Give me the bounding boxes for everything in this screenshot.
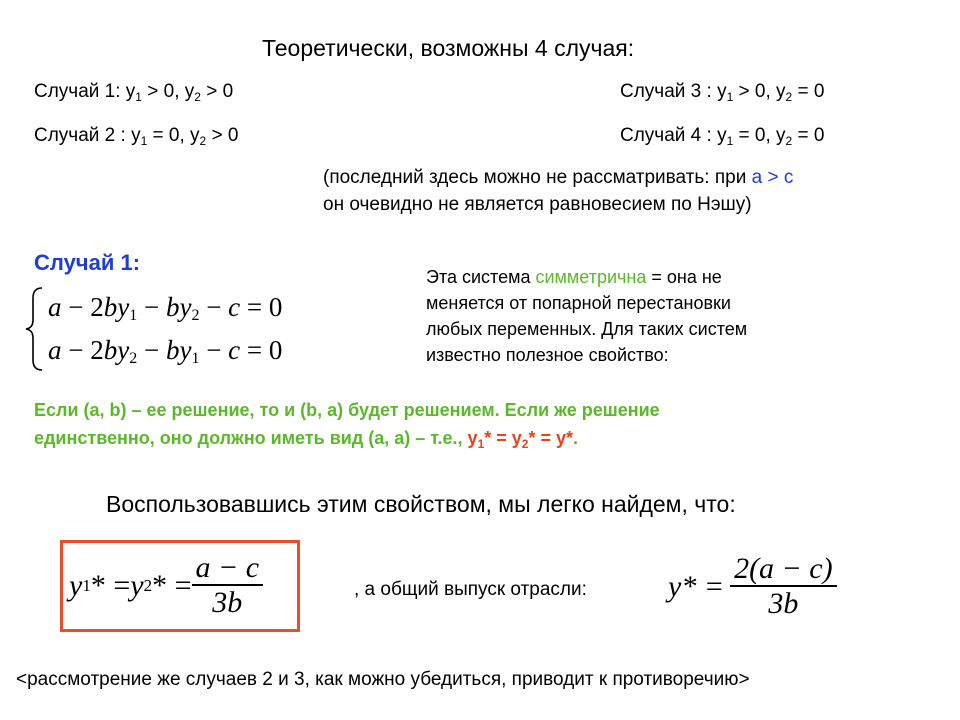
case-4-text: Случай 4 : y bbox=[620, 125, 727, 146]
page-title: Теоретически, возможны 4 случая: bbox=[262, 35, 635, 61]
result-mid: * = y bbox=[484, 428, 522, 448]
eq1-op3: − bbox=[199, 292, 229, 322]
case-2-end: > 0 bbox=[206, 125, 239, 146]
eq2-rhs: = 0 bbox=[240, 335, 283, 365]
formula-1: y 1 * = y 2 * = $\frac{a - c}{3b}$ bbox=[69, 551, 263, 621]
eq2-sub2: 1 bbox=[191, 350, 200, 367]
output-text: , а общий выпуск отрасли: bbox=[354, 579, 587, 600]
case-4-sub2: 2 bbox=[785, 134, 793, 148]
case-3-line bbox=[620, 80, 824, 104]
symmetry-paragraph bbox=[426, 264, 747, 368]
eq1-sub1: 1 bbox=[129, 307, 138, 324]
case-1-end: > 0 bbox=[200, 81, 234, 102]
formula1-fraction bbox=[192, 552, 264, 620]
eq2-by1: by bbox=[165, 335, 192, 365]
formula-2 bbox=[668, 550, 837, 624]
formula1-star1: * = bbox=[90, 569, 131, 602]
case-4-line bbox=[620, 124, 824, 148]
eq2-op3: − bbox=[199, 335, 229, 365]
using-sentence: Воспользовавшись этим свойством, мы легко найдем, что: bbox=[106, 491, 736, 517]
equation-2 bbox=[48, 334, 282, 366]
note-condition: a > c bbox=[751, 167, 794, 188]
eq2-sub1: 2 bbox=[129, 350, 138, 367]
symmetry-line-2: меняется от попарной перестановки bbox=[426, 293, 731, 313]
case-3-end: = 0 bbox=[792, 81, 825, 102]
eq1-by1: by bbox=[103, 292, 130, 322]
eq2-c: c bbox=[228, 335, 241, 365]
formula2-fraction bbox=[730, 553, 837, 621]
case-4-sub1: 1 bbox=[726, 134, 734, 148]
property-result bbox=[467, 428, 574, 451]
symmetry-line-4: известно полезное свойство: bbox=[426, 345, 669, 365]
formula2-denominator: 3b bbox=[768, 586, 799, 620]
formula1-y1: y bbox=[69, 569, 83, 602]
case-3-sub2: 2 bbox=[785, 90, 793, 104]
case-1-mid: > 0, y bbox=[141, 81, 195, 102]
note-text: (последний здесь можно не рассматривать: при bbox=[323, 167, 752, 188]
property-text: единственно, оно должно иметь вид (a, a) – т.е., bbox=[34, 428, 468, 448]
eq1-sub2: 2 bbox=[191, 307, 200, 324]
eq2-by2: by bbox=[103, 335, 130, 365]
symmetry-keyword: симметрична bbox=[535, 267, 647, 287]
property-line-2 bbox=[34, 424, 660, 452]
eq2-op2: − bbox=[137, 335, 166, 365]
formula1-y2: y bbox=[130, 569, 144, 602]
symmetry-text: Эта система bbox=[426, 267, 536, 287]
case-1-sub2: 2 bbox=[194, 90, 201, 104]
case-2-text: Случай 2 : y bbox=[34, 125, 141, 146]
case-2-sub2: 2 bbox=[199, 134, 207, 148]
eq2-a: a bbox=[48, 335, 62, 365]
symmetry-text-end: = она не bbox=[646, 267, 722, 287]
property-period: . bbox=[573, 428, 579, 448]
formula1-numerator: a − c bbox=[192, 552, 264, 586]
eq1-op1: − 2 bbox=[61, 292, 104, 322]
result-sub2: 2 bbox=[521, 437, 529, 451]
property-line-1: Если (a, b) – ее решение, то и (b, a) будет решением. Если же решение bbox=[34, 400, 660, 420]
note-line-1 bbox=[323, 166, 793, 190]
case-2-mid: = 0, y bbox=[147, 125, 200, 146]
case-2-line bbox=[34, 124, 238, 148]
eq1-c: c bbox=[228, 292, 241, 322]
system-brace bbox=[24, 286, 46, 372]
formula2-numerator: 2(a − c) bbox=[730, 553, 837, 587]
footer-note: <рассмотрение же случаев 2 и 3, как можно убедиться, приводит к противоречию> bbox=[16, 669, 750, 690]
symmetry-line-3: любых переменных. Для таких систем bbox=[426, 319, 748, 339]
eq1-rhs: = 0 bbox=[240, 292, 283, 322]
case-1-heading: Случай 1: bbox=[34, 250, 141, 275]
case-3-text: Случай 3 : y bbox=[620, 81, 727, 102]
note-line-2: он очевидно не является равновесием по Нэшу) bbox=[323, 194, 752, 215]
case-4-end: = 0 bbox=[792, 125, 825, 146]
eq2-op1: − 2 bbox=[61, 335, 104, 365]
property-paragraph bbox=[34, 396, 660, 452]
result-end: * = y* bbox=[528, 428, 574, 448]
equation-1 bbox=[48, 291, 282, 323]
case-3-sub1: 1 bbox=[726, 90, 734, 104]
eq1-a: a bbox=[48, 292, 62, 322]
case-4-mid: = 0, y bbox=[733, 125, 786, 146]
formula1-denominator: 3b bbox=[212, 585, 243, 619]
symmetry-line-1 bbox=[426, 264, 747, 290]
case-1-sub1: 1 bbox=[135, 90, 142, 104]
eq1-op2: − bbox=[137, 292, 166, 322]
case-1-text: Случай 1: y bbox=[34, 81, 136, 102]
formula1-star2: * = bbox=[152, 569, 192, 602]
result-box bbox=[60, 540, 300, 632]
formula2-lhs: y* = bbox=[668, 570, 725, 603]
result-y1: y bbox=[467, 428, 478, 448]
case-3-mid: > 0, y bbox=[733, 81, 786, 102]
case-2-sub1: 1 bbox=[140, 134, 148, 148]
case-1-line bbox=[34, 80, 233, 104]
result-sub1: 1 bbox=[477, 437, 485, 451]
eq1-by2: by bbox=[165, 292, 192, 322]
